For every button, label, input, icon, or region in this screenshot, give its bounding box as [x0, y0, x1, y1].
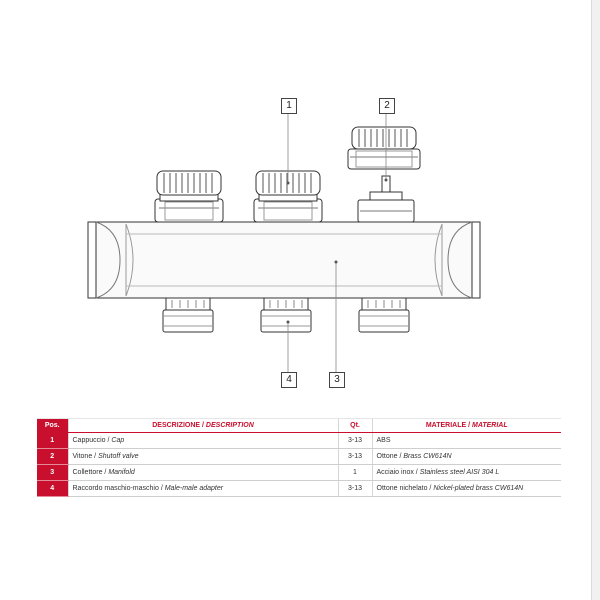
row-material — [372, 433, 561, 449]
row-qty: 3-13 — [338, 449, 372, 465]
row-material-en: Nickel-plated brass CW614N — [433, 485, 524, 492]
row-material: Ottone / Brass CW614N — [372, 449, 561, 465]
header-qty: Qt. — [338, 419, 372, 433]
cap-assembly-left — [155, 171, 223, 222]
row-description: Raccordo maschio-maschio / Male-male adapter — [68, 481, 338, 497]
table-row — [37, 481, 561, 497]
row-material-it: Acciaio inox — [376, 469, 414, 476]
bottom-fitting-left — [163, 298, 213, 332]
callout-1: 1 — [281, 98, 297, 114]
row-material-it: Ottone — [376, 453, 398, 460]
table-row — [37, 449, 561, 465]
manifold-body — [88, 222, 480, 298]
row-material-it: Ottone nichelato — [376, 485, 428, 492]
bottom-fitting-middle — [261, 298, 311, 332]
row-description-it: Cappuccio — [72, 437, 106, 444]
row-material: Ottone nichelato / Nickel-plated brass CW614N — [372, 481, 561, 497]
row-pos: 2 — [37, 449, 68, 465]
row-description-en: Male-male adapter — [164, 485, 224, 492]
row-material-it: ABS — [376, 437, 391, 444]
header-material-en: MATERIAL — [472, 422, 508, 429]
row-description-en: Manifold — [108, 469, 135, 476]
row-description: Vitone / Shutoff valve — [68, 449, 338, 465]
row-qty: 3-13 — [338, 481, 372, 497]
row-pos: 4 — [37, 481, 68, 497]
row-material-en: Brass CW614N — [403, 453, 452, 460]
header-material — [372, 419, 561, 433]
header-description-it: DESCRIZIONE — [152, 422, 201, 429]
row-description: Collettore / Manifold — [68, 465, 338, 481]
parts-table — [37, 418, 561, 497]
table-row — [37, 433, 561, 449]
shutoff-valve — [358, 176, 414, 222]
row-pos: 3 — [37, 465, 68, 481]
header-description — [68, 419, 338, 433]
header-description-en: DESCRIPTION — [205, 422, 254, 429]
table-header-row — [37, 419, 561, 433]
page-edge-strip — [591, 0, 600, 600]
row-material-en: Stainless steel AISI 304 L — [419, 469, 500, 476]
row-description: Cappuccio / Cap — [68, 433, 338, 449]
row-description-it: Raccordo maschio-maschio — [72, 485, 159, 492]
header-separator: / — [200, 422, 206, 429]
cap-exploded — [348, 127, 420, 169]
row-description-it: Collettore — [72, 469, 103, 476]
header-separator: / — [466, 422, 472, 429]
row-qty: 3-13 — [338, 433, 372, 449]
header-material-it: MATERIALE — [425, 422, 467, 429]
bottom-fitting-right — [359, 298, 409, 332]
callout-4: 4 — [281, 372, 297, 388]
row-qty: 1 — [338, 465, 372, 481]
row-description-it: Vitone — [72, 453, 93, 460]
row-description-en: Cap — [111, 437, 125, 444]
row-material: Acciaio inox / Stainless steel AISI 304 L — [372, 465, 561, 481]
table-row — [37, 465, 561, 481]
row-description-en: Shutoff valve — [98, 453, 139, 460]
callout-2: 2 — [379, 98, 395, 114]
header-pos: Pos. — [37, 419, 68, 433]
row-pos: 1 — [37, 433, 68, 449]
callout-3: 3 — [329, 372, 345, 388]
